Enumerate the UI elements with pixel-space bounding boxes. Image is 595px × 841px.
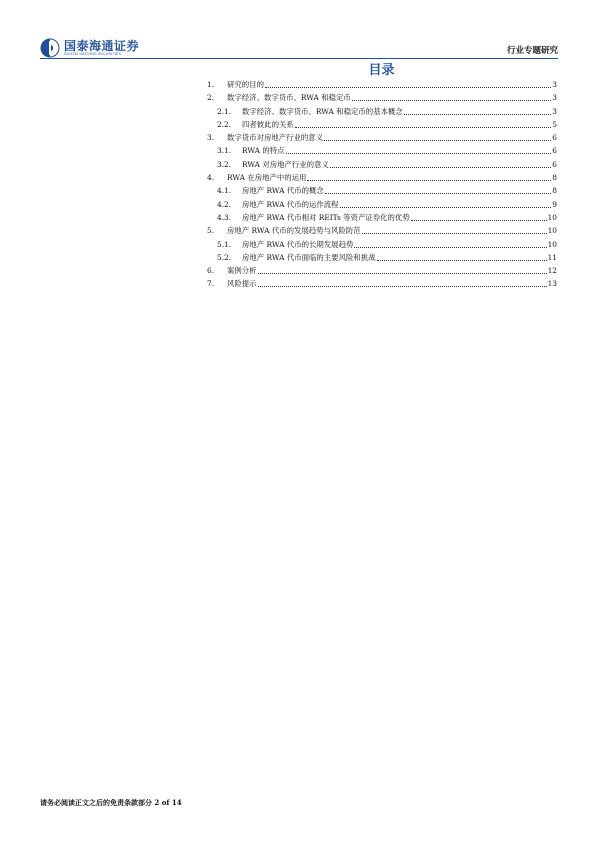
toc-entry[interactable]: [205, 211, 557, 224]
company-logo: [40, 38, 139, 58]
toc-entry-page: 8: [552, 173, 557, 183]
toc-entry[interactable]: [205, 105, 557, 118]
logo-mark-icon: [40, 38, 60, 58]
toc-entry[interactable]: [205, 78, 557, 91]
toc-dot-leader: [352, 91, 552, 104]
toc-entry-number: 3.1.: [217, 146, 232, 156]
toc-dot-leader: [411, 211, 547, 224]
toc-entry-title: 房地产 RWA 代币面临的主要风险和挑战: [242, 252, 376, 262]
toc-entry-title: 数字货币对房地产行业的意义: [227, 133, 324, 143]
toc-entry-number: 6.: [207, 266, 215, 276]
toc-entry-title: 风险提示: [227, 279, 257, 289]
toc-entry[interactable]: [205, 224, 557, 237]
toc-dot-leader: [258, 264, 547, 277]
report-type-label: 行业专题研究: [506, 46, 558, 56]
toc-entry-number: 3.: [207, 133, 215, 143]
toc-dot-leader: [377, 251, 547, 264]
toc-entry-number: 5.: [207, 226, 215, 236]
toc-entry[interactable]: [205, 158, 557, 171]
toc-dot-leader: [286, 144, 552, 157]
toc-entry[interactable]: [205, 131, 557, 144]
toc-entry-page: 11: [547, 252, 557, 262]
toc-entry[interactable]: [205, 277, 557, 290]
toc-entry-number: 4.3.: [217, 212, 232, 222]
toc-entry-page: 8: [552, 186, 557, 196]
table-of-contents: [205, 78, 557, 291]
toc-entry-number: 4.1.: [217, 186, 232, 196]
toc-entry-number: 2.: [207, 93, 215, 103]
toc-entry-page: 9: [552, 199, 557, 209]
toc-entry-title: 房地产 RWA 代币的概念: [242, 186, 324, 196]
toc-entry-page: 6: [552, 133, 557, 143]
toc-entry-page: 10: [547, 226, 557, 236]
toc-entry-title: 房地产 RWA 代币的长期发展趋势: [242, 239, 354, 249]
toc-dot-leader: [325, 184, 552, 197]
toc-entry-title: 案例分析: [227, 266, 257, 276]
toc-entry-title: 四者彼此的关系: [242, 119, 294, 129]
toc-dot-leader: [295, 118, 552, 131]
toc-entry-title: RWA 在房地产中的运用: [227, 173, 307, 183]
toc-entry-page: 6: [552, 146, 557, 156]
toc-entry-page: 13: [547, 279, 557, 289]
toc-dot-leader: [258, 277, 547, 290]
toc-entry-page: 10: [547, 212, 557, 222]
toc-entry[interactable]: [205, 238, 557, 251]
toc-entry-number: 4.: [207, 173, 215, 183]
toc-entry-page: 6: [552, 159, 557, 169]
toc-entry-page: 3: [552, 106, 557, 116]
toc-entry-page: 3: [552, 80, 557, 89]
toc-entry-title: 房地产 RWA 代币的发展趋势与风险防范: [227, 226, 361, 236]
toc-dot-leader: [307, 171, 551, 184]
toc-entry[interactable]: [205, 184, 557, 197]
toc-dot-leader: [330, 158, 551, 171]
toc-dot-leader: [340, 198, 552, 211]
toc-entry-title: 数字经济、数字货币、RWA 和稳定币的基本概念: [242, 106, 403, 116]
toc-dot-leader: [354, 238, 546, 251]
logo-english-name: GUOTAI HAITONG SECURITIES: [64, 51, 121, 56]
toc-entry[interactable]: [205, 91, 557, 104]
toc-entry-title: 房地产 RWA 代币相对 REITs 等资产证券化的优势: [242, 212, 410, 222]
toc-entry-title: RWA 的特点: [242, 146, 285, 156]
toc-entry[interactable]: [205, 144, 557, 157]
toc-dot-leader: [265, 78, 551, 91]
logo-chinese-name: 国泰海通证券: [64, 38, 140, 53]
toc-entry[interactable]: [205, 251, 557, 264]
toc-entry-number: 1.: [207, 80, 215, 89]
toc-entry-page: 3: [552, 93, 557, 103]
toc-entry-number: 7.: [207, 279, 215, 289]
toc-entry-number: 2.2.: [217, 119, 232, 129]
toc-entry-number: 4.2.: [217, 199, 232, 209]
toc-entry-number: 3.2.: [217, 159, 232, 169]
toc-entry-number: 5.1.: [217, 239, 232, 249]
toc-entry-title: RWA 对房地产行业的意义: [242, 159, 329, 169]
toc-entry-page: 12: [547, 266, 557, 276]
toc-entry[interactable]: [205, 118, 557, 131]
toc-entry-page: 5: [552, 119, 557, 129]
toc-entry[interactable]: [205, 198, 557, 211]
toc-entry-title: 数字经济、数字货币、RWA 和稳定币: [227, 93, 351, 103]
toc-dot-leader: [404, 105, 552, 118]
toc-dot-leader: [362, 224, 547, 237]
toc-entry-number: 2.1.: [217, 106, 232, 116]
toc-entry[interactable]: [205, 171, 557, 184]
footer-disclaimer: 请务必阅读正文之后的免责条款部分 2 of 14: [40, 798, 182, 807]
toc-entry-page: 10: [547, 239, 557, 249]
toc-title: 目录: [368, 63, 395, 78]
toc-entry-number: 5.2.: [217, 252, 232, 262]
page-header: [40, 38, 558, 60]
toc-entry[interactable]: [205, 264, 557, 277]
toc-entry-title: 研究的目的: [227, 80, 264, 89]
toc-dot-leader: [324, 131, 551, 144]
toc-entry-title: 房地产 RWA 代币的运作流程: [242, 199, 339, 209]
